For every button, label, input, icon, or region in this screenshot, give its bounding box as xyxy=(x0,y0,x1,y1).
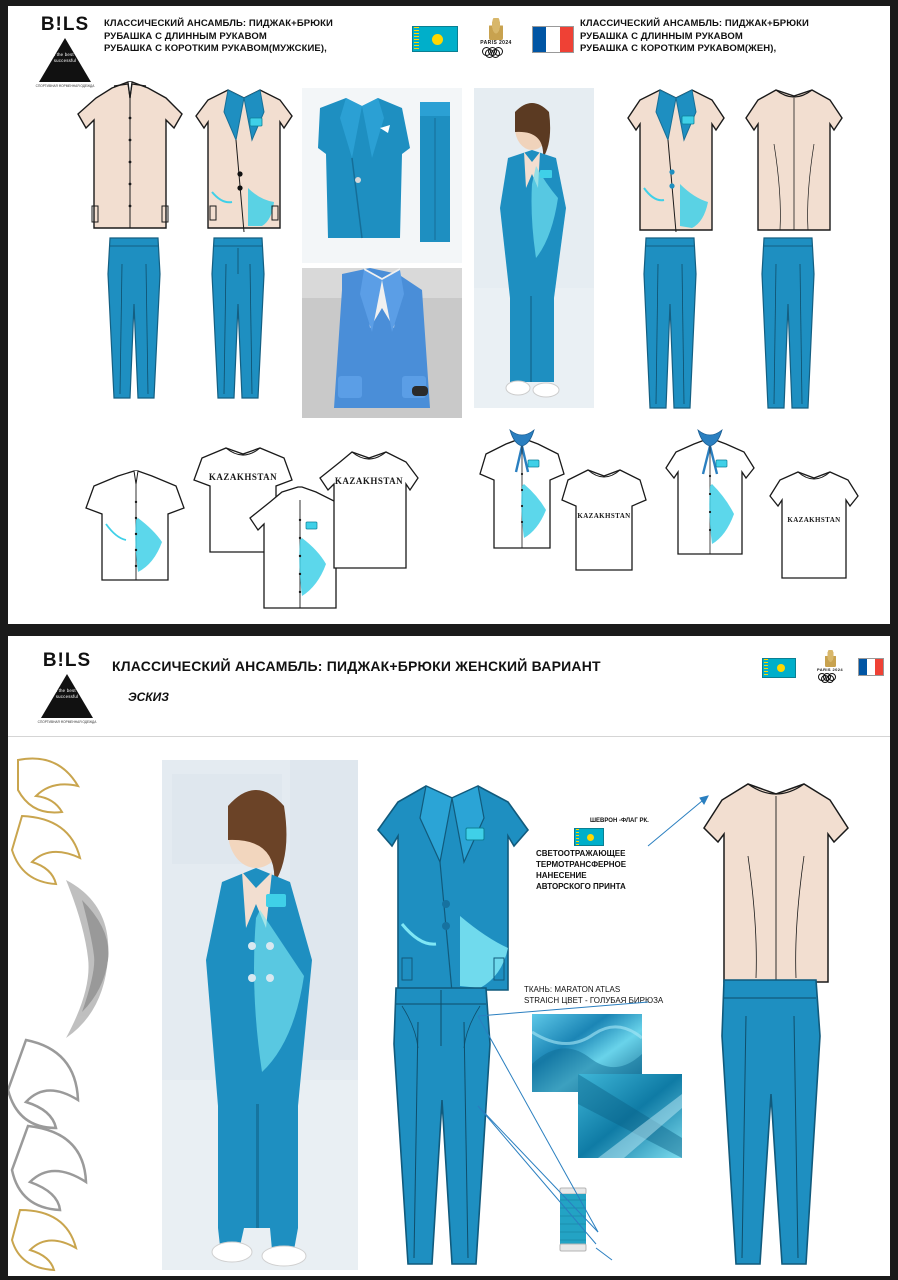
brand-wordmark: B!LS xyxy=(40,14,90,35)
brand-triangle-text: I am the best only successful xyxy=(45,52,85,63)
flag-ornament xyxy=(414,27,419,51)
womens-blazer-flat xyxy=(620,84,732,240)
brand-subtitle: СПОРТИВНАЯ ФОРМЕННАЯ ОДЕЖДА xyxy=(35,84,95,88)
blue-blazer-model-photo xyxy=(302,268,462,418)
print-kazakhstan-4: KAZAKHSTAN xyxy=(787,516,841,524)
paris-2024-text: PARIS 2024 xyxy=(480,40,512,46)
mens-long-sleeve-shirt-flat xyxy=(70,78,190,238)
brand-wordmark-2: B!LS xyxy=(42,650,92,671)
olympic-rings-icon xyxy=(482,47,510,57)
paris-2024-emblem xyxy=(464,18,528,57)
sheet1-title-right-line1: КЛАССИЧЕСКИЙ АНСАМБЛЬ: ПИДЖАК+БРЮКИ xyxy=(580,18,809,29)
paris-2024-text-2: PARIS 2024 xyxy=(817,667,843,672)
print-kazakhstan-3: KAZAKHSTAN xyxy=(577,512,631,520)
womens-suit-model-photo xyxy=(474,88,594,408)
mens-trousers-flat-1 xyxy=(104,234,164,402)
brand-subtitle-2: СПОРТИВНАЯ ФОРМЕННАЯ ОДЕЖДА xyxy=(37,720,97,724)
callout-print-line4: АВТОРСКОГО ПРИНТА xyxy=(536,882,626,891)
print-kazakhstan-1: KAZAKHSTAN xyxy=(208,472,278,482)
sheet1-title-right-line2: РУБАШКА С ДЛИННЫМ РУКАВОМ xyxy=(580,30,743,42)
mens-short-sleeve-shirt-flat xyxy=(80,468,190,588)
sheet2-subtitle: ЭСКИЗ xyxy=(128,690,170,704)
sheet-2 xyxy=(8,636,890,1276)
callout-print-line3: НАНЕСЕНИЕ xyxy=(536,871,587,880)
womens-trousers-flat-2 xyxy=(758,234,818,412)
leader-lines xyxy=(8,636,890,1276)
callout-print-line2: ТЕРМОТРАНСФЕРНОЕ xyxy=(536,860,627,869)
olympic-torch-icon xyxy=(489,18,503,40)
brand-logo-sheet1 xyxy=(30,14,100,88)
kazakhstan-flag-icon xyxy=(412,26,458,52)
blue-suit-photo xyxy=(302,88,462,263)
mens-long-sleeve-white-back-flat xyxy=(314,444,424,574)
sheet1-title-left-line2: РУБАШКА С ДЛИННЫМ РУКАВОМ xyxy=(104,30,267,42)
womens-blazer-back-flat xyxy=(738,84,850,240)
sheet1-title-left xyxy=(104,18,394,56)
brand-triangle-icon xyxy=(39,38,91,82)
sheet2-title: КЛАССИЧЕСКИЙ АНСАМБЛЬ: ПИДЖАК+БРЮКИ ЖЕНСКИЙ ВАРИАНТ xyxy=(112,658,601,674)
fabric-label-line2: STRAICH ЦВЕТ - ГОЛУБАЯ БИРЮЗА xyxy=(524,996,664,1005)
callout-chevron-label: ШЕВРОН -ФЛАГ РК. xyxy=(590,818,649,824)
fabric-label-line1: ТКАНЬ: MARATON ATLAS xyxy=(524,985,621,994)
callout-print-line1: СВЕТООТРАЖАЮЩЕЕ xyxy=(536,849,626,858)
sheet-1 xyxy=(8,6,890,624)
sheet1-title-left-line1: КЛАССИЧЕСКИЙ АНСАМБЛЬ: ПИДЖАК+БРЮКИ xyxy=(104,18,333,29)
womens-long-sleeve-blouse-back-flat xyxy=(764,458,864,583)
mens-trousers-flat-2 xyxy=(208,234,268,402)
print-kazakhstan-2: KAZAKHSTAN xyxy=(334,476,404,486)
flag-sun xyxy=(432,34,443,45)
mens-blazer-flat xyxy=(188,82,300,238)
france-flag-icon xyxy=(532,26,574,53)
sheet1-title-right xyxy=(580,18,880,56)
brand-triangle-text-2: I am the best only successful xyxy=(47,688,87,699)
sheet-divider xyxy=(0,624,898,636)
sheet1-title-left-line3: РУБАШКА С КОРОТКИМ РУКАВОМ(МУЖСКИЕ), xyxy=(104,43,327,54)
womens-short-sleeve-blouse-back-flat xyxy=(554,456,654,576)
womens-long-sleeve-blouse-flat xyxy=(660,426,760,561)
womens-trousers-flat-1 xyxy=(640,234,700,412)
sheet1-title-right-line3: РУБАШКА С КОРОТКИМ РУКАВОМ(ЖЕН), xyxy=(580,43,777,54)
